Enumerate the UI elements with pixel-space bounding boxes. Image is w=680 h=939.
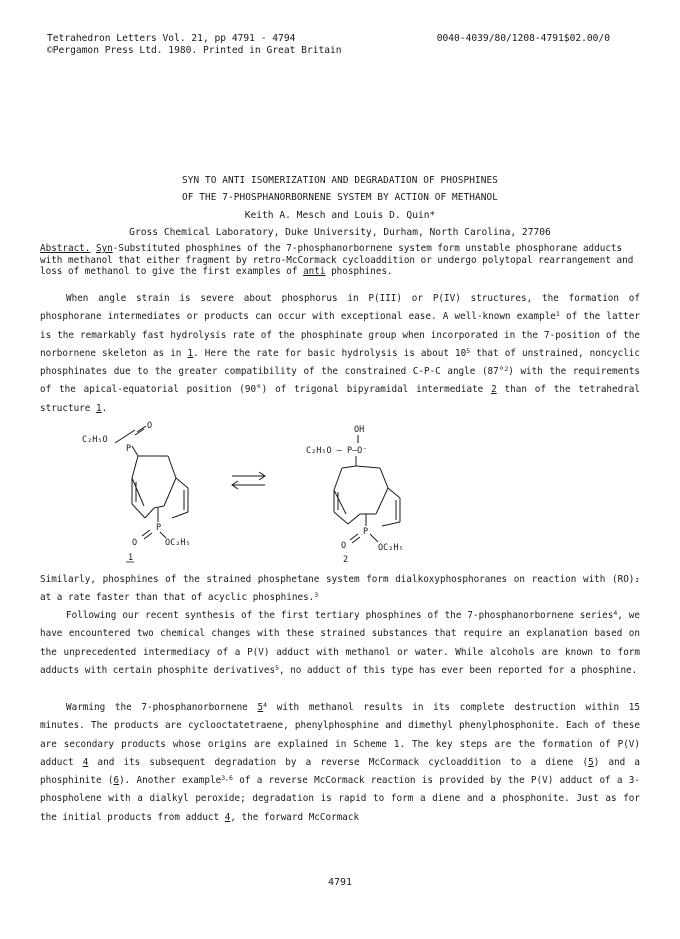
journal-line: Tetrahedron Letters Vol. 21, pp 4791 - 4794 [47,33,296,44]
abstract [40,243,640,278]
p3-text: Following our recent synthesis of the first tertiary phosphines of the 7-phosphanorbornene series [66,610,614,621]
paragraph-4 [40,699,640,827]
p4-compound-ref: 5 [257,702,264,713]
p1-text: ) with the requirements of the apical-equatorial position (90°) of trigonal bipyramidal intermediate [40,366,640,396]
p1-ref: 1 [555,310,560,319]
c2-hydroxyl: OH [354,425,365,435]
journal-header [47,33,342,57]
paper-title-line-2: OF THE 7-PHOSPHANORBORNENE SYSTEM BY ACTION OF METHANOL [182,192,498,203]
structure-scheme [60,418,520,563]
p1-text: . [101,402,108,414]
c1-o-bottom: O [132,538,138,548]
c2-o-bottom: O [341,541,347,551]
p1-compound-ref: 2 [491,384,497,396]
p3-text: , no adduct of this type has ever been reported for a phosphine. [279,664,638,676]
p4-text: and its subsequent degradation by a reverse McCormack cycloaddition to a diene ( [88,756,589,768]
paragraph-1 [40,290,640,418]
abstract-text-a: -Substituted phosphines of the 7-phosphanorbornene system form unstable phosphorane adducts with methanol that either fragment by retro-McCormack cycloaddition or undergo polytopal rearrangement and loss of methanol to give the first examples of [40,243,634,277]
p1-text: When angle strain is severe about phosphorus in P(III) or P(IV) structures, the formation of phosphorane intermediates or products can occur with exceptional ease. A well-known example [40,293,640,323]
paragraph-2 [40,571,640,608]
p2-ref: 3 [314,591,319,600]
structures-drawing [60,418,520,563]
p3-ref: 4 [613,609,618,617]
page-number: 4791 [327,877,353,888]
p2-text: Similarly, phosphines of the strained phosphetane system form dialkoxyphosphoranes on reaction with (RO)₂ at a rate faster than that of acyclic phosphines. [40,574,640,604]
c1-oet-bottom: OC₂H₅ [165,538,191,548]
compound-1-structure [115,426,188,539]
p4-text: Warming the 7-phosphanorbornene [66,702,258,713]
p4-text: with methanol results in its complete destruction within 15 minutes. The products are cyclooctatetraene, phenylphosphine and dimethyl phenylphosphonite. Each of these are secondary products whose origins are explained in Scheme 1. The key steps are the formation of P(V) adduct [40,702,640,768]
p4-text: ) and a phosphinite ( [40,756,640,787]
c2-phosphorus-bottom: P [363,527,369,537]
p1-compound-ref: 1 [95,402,102,414]
publisher-line: ©Pergamon Press Ltd. 1980. Printed in Great Britain [47,45,342,56]
p4-compound-ref: 6 [113,775,120,787]
p3-text: , we have encountered two chemical changes with these strained substances that require an explanation based on the unprecedented intermediacy of a P(V) adduct with methanol or water. While alcohols are known to form adducts with certain phosphite derivatives [40,610,641,676]
compound-label-2: 2 [343,555,349,563]
abstract-label: Abstract. [40,243,91,254]
p4-text: , the forward McCormack [230,811,360,823]
c2-oet-bottom: OC₂H₅ [378,543,404,553]
p4-compound-ref: 4 [82,756,89,768]
p3-ref: 5 [275,663,280,672]
paragraph-3 [40,607,640,680]
compound-label-1: 1 [128,553,134,563]
p1-text: than of the tetrahedral structure [40,384,640,414]
p4-text: ). Another example [119,775,222,787]
abstract-text-b: phosphines. [325,266,393,277]
p1-text: that of unstrained, noncyclic phosphinates due to the greater compatibility of the constrained C-P-C angle (87° [40,347,641,378]
p1-ref: 2 [504,365,509,374]
c1-phosphorus-bottom: P [156,523,162,533]
p1-compound-ref: 1 [187,347,194,359]
authors: Keith A. Mesch and Louis D. Quin* [244,210,436,221]
c1-oxo: O [147,421,153,431]
p1-text: of the latter is the remarkably fast hydrolysis rate of the phosphinate group when incorporated in the 7-position of the norbornene skeleton as in [40,311,640,359]
abstract-syn: Syn [95,243,113,254]
p1-text: . Here the rate for basic hydrolysis is about 10 [193,347,467,359]
p4-compound-ref: 4 [224,811,231,823]
paper-title-line-1: SYN TO ANTI ISOMERIZATION AND DEGRADATION OF PHOSPHINES [182,175,498,186]
c1-substituent: C₂H₅O [82,435,108,445]
c1-phosphorus-top: P [126,444,132,454]
affiliation: Gross Chemical Laboratory, Duke University, Durham, North Carolina, 27706 [129,227,551,238]
abstract-anti: anti [303,266,326,277]
p4-ref: 4 [263,701,268,709]
article-code: 0040-4039/80/1208-4791$02.00/0 [436,33,610,44]
p4-text: of a reverse McCormack reaction is provided by the P(V) adduct of a 3-phospholene with a dialkyl peroxide; degradation is rapid to form a diene and a phosphonite. Just as for the initial products from adduct [40,775,641,823]
c2-substituent-row: C₂H₅O — P—O⁻ [306,446,368,456]
p4-compound-ref: 5 [588,756,594,768]
p1-exponent: 5 [466,346,471,355]
equilibrium-arrows [232,472,265,489]
p4-ref: 3,6 [221,774,233,783]
